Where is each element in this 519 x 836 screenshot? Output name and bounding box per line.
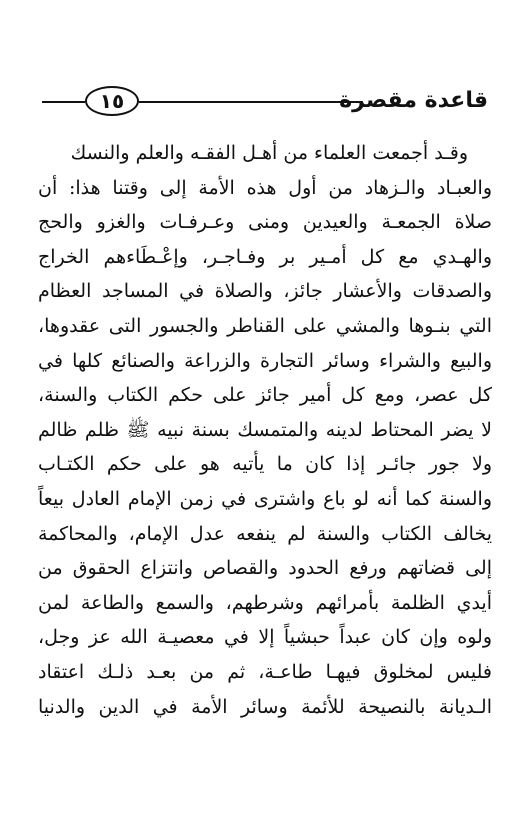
text-line: صلاة الجمعـة والعيدين ومنى وعـرفـات والغزو والحج xyxy=(38,211,492,234)
body-text xyxy=(38,136,492,724)
text-line: التي بنـوها والمشي على القناطر والجسور التى عقدوها، xyxy=(38,314,492,337)
text-line: ولا جور جائـر إذا كان ما يأتيه هو على حكم الكتـاب xyxy=(38,453,492,476)
page-number: ١٥ xyxy=(85,86,139,116)
header-rule-left xyxy=(42,101,85,103)
text-line: والهـدي مع كل أمـير بر وفـاجـر، وإعْـطَاءهم الخراج xyxy=(38,245,492,268)
header-rule-right xyxy=(139,101,362,103)
text-line: أيدي الظلمة بأمرائهم وشرطهم، والسمع والطاعة لمن xyxy=(38,591,492,614)
text-line: ولوه وإن كان عبداً حبشياً إلا في معصيـة الله عز وجل، xyxy=(38,626,492,649)
text-line: الـديانة بالنصيحة للأئمة وسائر الأمة في الدين والدنيا xyxy=(38,695,492,718)
text-line: فليس لمخلوق فيهـا طاعـة، ثم من بعـد ذلـك اعتقاد xyxy=(38,660,492,683)
text-line: والسنة كما أنه لو باع واشترى في زمن الإمام العادل بيعاً xyxy=(38,487,492,510)
text-line: لا يضر المحتاط لدينه والمتمسك بسنة نبيه ﷺ ظلم ظالم xyxy=(38,418,492,441)
text-line: وقـد أجمعت العلماء من أهـل الفقـه والعلم والنسك xyxy=(70,142,468,164)
page-header xyxy=(40,84,490,120)
text-line: كل عصر، ومع كل أمير جائز على حكم الكتاب والسنة، xyxy=(38,384,492,407)
running-title: قاعدة مقصرة xyxy=(339,88,488,113)
text-line: والعبـاد والـزهاد من أول هذه الأمة إلى وقتنا هذا: أن xyxy=(38,176,492,199)
text-line: والصدقات والأعشار جائز، والصلاة في المساجد العظام xyxy=(38,280,492,303)
text-line: إلى قضاتهم ورفع الحدود والقصاص وانتزاع الحقوق من xyxy=(38,557,492,580)
text-line: يخالف الكتاب والسنة لم ينفعه عدل الإمام، والمحاكمة xyxy=(38,522,492,545)
text-line: والبيع والشراء وسائر التجارة والزراعة والصنائع كلها في xyxy=(38,349,492,372)
